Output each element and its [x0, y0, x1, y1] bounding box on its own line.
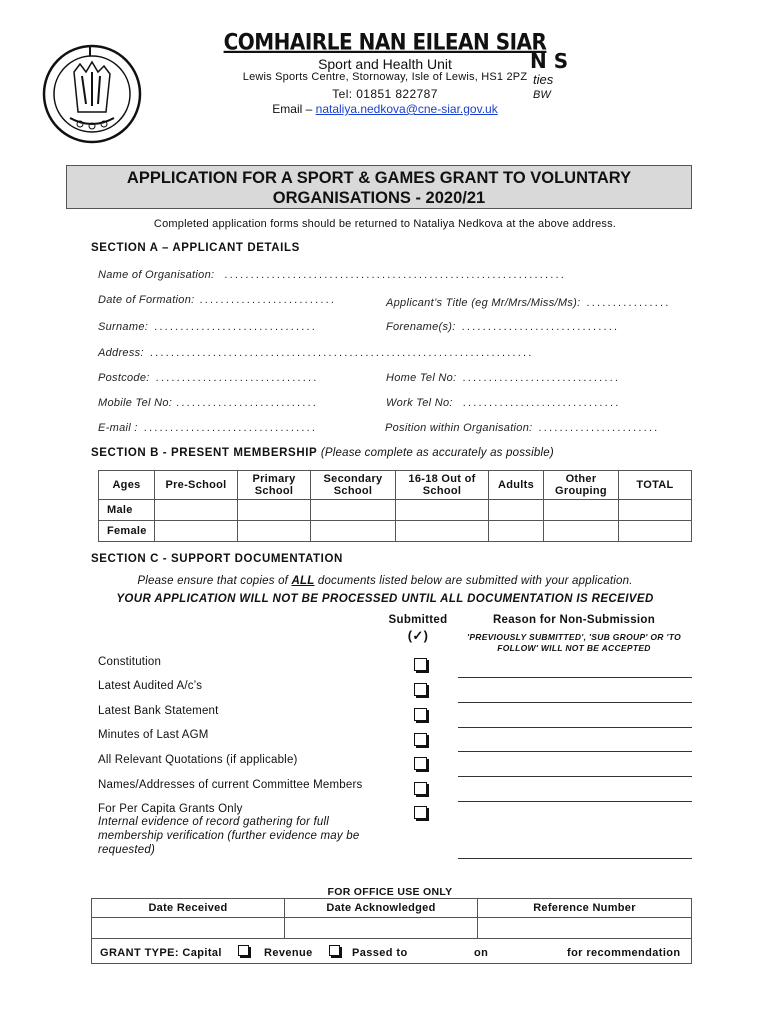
- section-b-title: SECTION B - PRESENT MEMBERSHIP: [91, 447, 318, 459]
- date-received-header: Date Received: [92, 899, 285, 918]
- date-formation-field[interactable]: Date of Formation: ..........................: [98, 294, 337, 306]
- checkbox-constitution[interactable]: [414, 658, 427, 671]
- reason-header: Reason for Non-Submission: [492, 614, 656, 626]
- col-adults: Adults: [489, 471, 544, 500]
- position-field[interactable]: Position within Organisation: .......................: [385, 422, 660, 434]
- table-cell[interactable]: [155, 521, 238, 542]
- on-label: on: [474, 947, 489, 959]
- table-cell[interactable]: [396, 521, 489, 542]
- table-cell[interactable]: [544, 500, 619, 521]
- passed-to-label: Passed to: [352, 947, 408, 959]
- partial-text-ties: ties: [533, 72, 554, 87]
- row-label-male: Male: [99, 500, 155, 521]
- reason-line-per-capita[interactable]: [458, 858, 692, 859]
- table-cell[interactable]: [155, 500, 238, 521]
- applicant-title-field[interactable]: Applicant’s Title (eg Mr/Mrs/Miss/Ms): ................: [386, 297, 671, 309]
- postcode-label: Postcode:: [98, 372, 150, 384]
- table-cell[interactable]: [489, 521, 544, 542]
- form-title: [66, 165, 692, 209]
- checkbox-revenue[interactable]: [329, 945, 340, 956]
- reference-header: Reference Number: [478, 899, 692, 918]
- work-tel-field[interactable]: Work Tel No: ..............................: [386, 397, 621, 409]
- reason-line-bank-statement[interactable]: [458, 727, 692, 728]
- table-cell[interactable]: [238, 521, 311, 542]
- partial-heading: N S: [530, 49, 569, 73]
- submitted-label: Submitted: [388, 614, 448, 626]
- col-16-18: 16-18 Out of School: [396, 471, 489, 500]
- reason-line-quotations[interactable]: [458, 776, 692, 777]
- forenames-label: Forename(s):: [386, 321, 456, 333]
- col-ages: Ages: [99, 471, 155, 500]
- col-primary: Primary School: [238, 471, 311, 500]
- org-name-field[interactable]: Name of Organisation: .................................................................: [98, 269, 567, 281]
- checkbox-agm-minutes[interactable]: [414, 733, 427, 746]
- home-tel-label: Home Tel No:: [386, 372, 457, 384]
- doc-bank-statement: Latest Bank Statement: [98, 705, 219, 717]
- date-received-cell[interactable]: [92, 918, 285, 939]
- org-name-label: Name of Organisation:: [98, 269, 215, 281]
- office-value-row: [92, 918, 692, 939]
- reason-line-audited-accounts[interactable]: [458, 702, 692, 703]
- applicant-title-label: Applicant’s Title (eg Mr/Mrs/Miss/Ms):: [386, 297, 581, 309]
- col-total: TOTAL: [619, 471, 692, 500]
- email-line: [0, 102, 770, 116]
- submitted-header: [378, 614, 458, 644]
- checkbox-per-capita[interactable]: [414, 806, 427, 819]
- date-acknowledged-cell[interactable]: [285, 918, 478, 939]
- form-title-line1: APPLICATION FOR A SPORT & GAMES GRANT TO VOLUNTARY: [126, 169, 632, 187]
- email-link[interactable]: nataliya.nedkova@cne-siar.gov.uk: [315, 102, 498, 116]
- doc-per-capita: [98, 803, 388, 857]
- partial-text-bw: BW: [533, 89, 551, 101]
- doc-quotations: All Relevant Quotations (if applicable): [98, 754, 298, 766]
- col-other: Other Grouping: [544, 471, 619, 500]
- checkbox-committee-members[interactable]: [414, 782, 427, 795]
- doc-audited-accounts: Latest Audited A/c’s: [98, 680, 203, 692]
- reason-line-committee-members[interactable]: [458, 801, 692, 802]
- date-acknowledged-header: Date Acknowledged: [285, 899, 478, 918]
- ensure-post: documents listed below are submitted with your application.: [314, 575, 633, 587]
- row-label-female: Female: [99, 521, 155, 542]
- reason-note: 'PREVIOUSLY SUBMITTED', 'SUB GROUP' OR 'TO FOLLOW' WILL NOT BE ACCEPTED: [467, 632, 681, 653]
- table-row: [99, 500, 692, 521]
- reference-cell[interactable]: [478, 918, 692, 939]
- address-label: Address:: [98, 347, 144, 359]
- date-formation-label: Date of Formation:: [98, 294, 195, 306]
- home-tel-field[interactable]: Home Tel No: ..............................: [386, 372, 621, 384]
- checkbox-audited-accounts[interactable]: [414, 683, 427, 696]
- surname-label: Surname:: [98, 321, 149, 333]
- email-label: Email –: [272, 102, 316, 116]
- membership-table: [98, 470, 692, 542]
- table-cell[interactable]: [238, 500, 311, 521]
- section-a-heading: SECTION A – APPLICANT DETAILS: [91, 242, 300, 254]
- address-field[interactable]: Address: .........................................................................: [98, 347, 534, 359]
- checkbox-capital[interactable]: [238, 945, 249, 956]
- table-cell[interactable]: [544, 521, 619, 542]
- reason-line-constitution[interactable]: [458, 677, 692, 678]
- table-cell[interactable]: [619, 521, 692, 542]
- section-b-note: (Please complete as accurately as possible): [320, 447, 554, 459]
- table-cell[interactable]: [489, 500, 544, 521]
- org-name: COMHAIRLE NAN EILEAN SIAR: [223, 28, 547, 56]
- reason-line-agm-minutes[interactable]: [458, 751, 692, 752]
- for-recommendation-label: for recommendation: [567, 947, 681, 959]
- doc-committee-members: Names/Addresses of current Committee Members: [98, 779, 363, 791]
- office-use-title: FOR OFFICE USE ONLY: [327, 886, 453, 898]
- checkbox-bank-statement[interactable]: [414, 708, 427, 721]
- work-tel-label: Work Tel No:: [386, 397, 453, 409]
- position-label: Position within Organisation:: [385, 422, 533, 434]
- per-capita-title: For Per Capita Grants Only: [98, 803, 243, 815]
- tick-icon: (✓): [407, 628, 429, 643]
- table-cell[interactable]: [311, 521, 396, 542]
- grant-type-label: GRANT TYPE: Capital: [100, 947, 222, 959]
- processing-warning: YOUR APPLICATION WILL NOT BE PROCESSED UNTIL ALL DOCUMENTATION IS RECEIVED: [116, 593, 654, 605]
- mobile-tel-field[interactable]: Mobile Tel No: ...........................: [98, 397, 319, 409]
- return-note: Completed application forms should be returned to Nataliya Nedkova at the above address.: [153, 218, 617, 230]
- per-capita-note: Internal evidence of record gathering for full membership verification (further evidence may be requested): [98, 816, 360, 856]
- revenue-label: Revenue: [264, 947, 313, 959]
- surname-field[interactable]: Surname: ...............................: [98, 321, 318, 333]
- doc-agm-minutes: Minutes of Last AGM: [98, 729, 209, 741]
- col-secondary: Secondary School: [311, 471, 396, 500]
- postcode-field[interactable]: Postcode: ...............................: [98, 372, 319, 384]
- table-cell[interactable]: [619, 500, 692, 521]
- table-row: [99, 521, 692, 542]
- office-header-row: [92, 899, 692, 918]
- ensure-pre: Please ensure that copies of: [137, 575, 292, 587]
- ensure-note: [0, 575, 770, 587]
- table-cell[interactable]: [396, 500, 489, 521]
- table-cell[interactable]: [311, 500, 396, 521]
- checkbox-quotations[interactable]: [414, 757, 427, 770]
- section-c-heading: SECTION C - SUPPORT DOCUMENTATION: [91, 553, 343, 565]
- col-pre-school: Pre-School: [155, 471, 238, 500]
- telephone: Tel: 01851 822787: [332, 87, 438, 101]
- unit-name: Sport and Health Unit: [318, 56, 452, 72]
- email-field[interactable]: E-mail : .................................: [98, 422, 318, 434]
- ensure-bold: ALL: [291, 575, 315, 587]
- mobile-tel-label: Mobile Tel No:: [98, 397, 173, 409]
- forenames-field[interactable]: Forename(s): ..............................: [386, 321, 620, 333]
- membership-header-row: [99, 471, 692, 500]
- email-field-label: E-mail :: [98, 422, 138, 434]
- doc-constitution: Constitution: [98, 656, 162, 668]
- form-title-line2: ORGANISATIONS - 2020/21: [272, 189, 486, 207]
- address-line: Lewis Sports Centre, Stornoway, Isle of Lewis, HS1 2PZ: [242, 71, 528, 83]
- section-b-heading: [91, 447, 554, 459]
